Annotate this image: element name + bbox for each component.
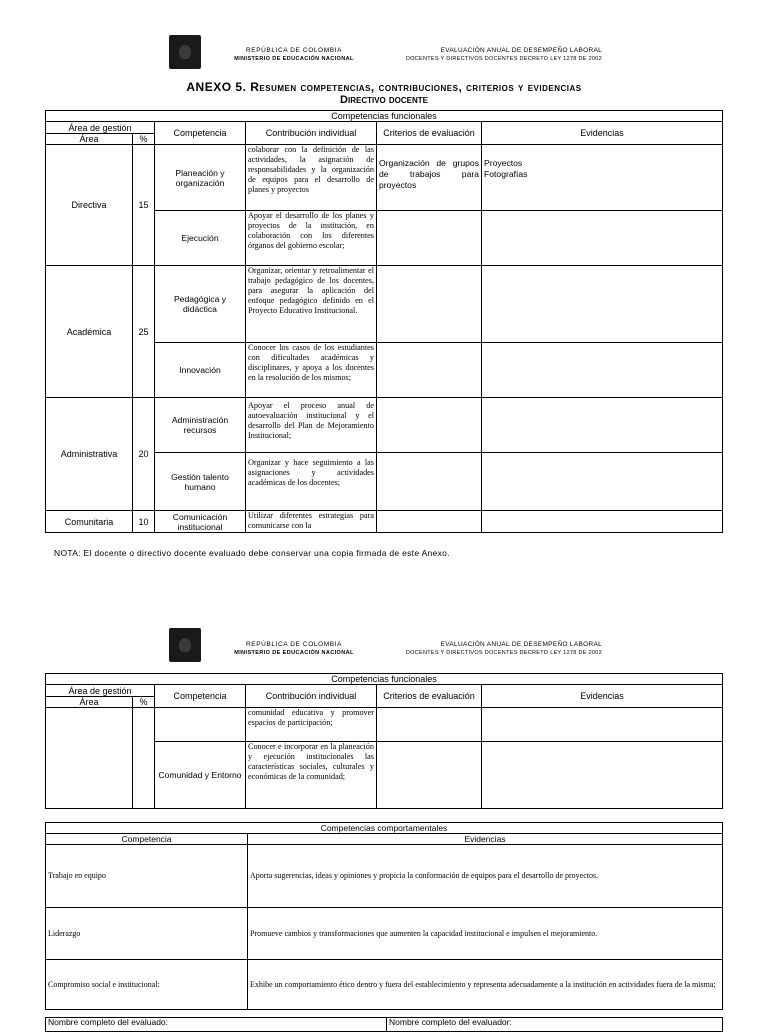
- contrib-planeacion: colaborar con la definición de las actividades, la asignación de responsabilidades y la organización de equipos para el desarrollo de planes y proyectos: [246, 145, 377, 211]
- header-right: [380, 47, 602, 63]
- header-left: [228, 47, 360, 63]
- header-contribucion: Contribución individual: [246, 122, 377, 145]
- contrib-comunidad: Conocer e incorporar en la planeación y ejecución institucionales las características sociales, culturales y económicas de la comunidad;: [246, 742, 377, 809]
- table-row: [46, 398, 723, 453]
- header-criterios: Criterios de evaluación: [377, 122, 482, 145]
- pct-administrativa: 20: [133, 398, 155, 511]
- area-directiva: Directiva: [46, 145, 133, 266]
- header-ministry: MINISTERIO DE EDUCACIÓN NACIONAL: [234, 650, 354, 656]
- header-competencia: Competencia: [155, 122, 246, 145]
- competencia-innovacion: Innovación: [155, 343, 246, 398]
- table-row: [46, 266, 723, 343]
- functional-competencies-table-cont: [45, 673, 723, 809]
- header-evidencias: Evidencias: [248, 834, 723, 845]
- evidencia-trabajo-equipo: Aporta sugerencias, ideas y opiniones y propicia la conformación de equipos para el desarrollo de proyectos.: [248, 845, 723, 908]
- header-ministry: MINISTERIO DE EDUCACIÓN NACIONAL: [234, 56, 354, 62]
- header-area: Área: [46, 134, 133, 145]
- header-pct: %: [133, 134, 155, 145]
- header-area: Área: [46, 697, 133, 708]
- contrib-innovacion: Conocer los casos de los estudiantes con dificultades académicas y disciplinares, y apoya a los docentes en la resolución de los mismos;: [246, 343, 377, 398]
- signature-table: [45, 1017, 723, 1032]
- table-row: [46, 908, 723, 960]
- header-eval-title: EVALUACIÓN ANUAL DE DESEMPEÑO LABORAL: [440, 47, 602, 54]
- contrib-comunicacion-cont: comunidad educativa y promover espacios de participación;: [246, 708, 377, 742]
- functional-competencies-table: [45, 110, 723, 533]
- table1-caption: Competencias funcionales: [46, 111, 723, 122]
- colombia-seal-logo: [169, 35, 201, 69]
- behavioral-competencies-table: [45, 822, 723, 1010]
- pct-academica: 25: [133, 266, 155, 398]
- evidencia-item: Proyectos: [484, 158, 523, 168]
- evidencia-item: Fotografías: [484, 169, 528, 179]
- header-left: [228, 641, 360, 657]
- table-row: [46, 960, 723, 1010]
- table1-caption: Competencias funcionales: [46, 674, 723, 685]
- table-row: [46, 708, 723, 742]
- contrib-admin-recursos: Apoyar el proceso anual de autoevaluación institucional y el desarrollo del Plan de Mejoramiento Institucional;: [246, 398, 377, 453]
- colombia-seal-logo: [169, 628, 201, 662]
- area-academica: Académica: [46, 266, 133, 398]
- header-area-group: Área de gestión: [46, 685, 155, 697]
- header-competencia: Competencia: [155, 685, 246, 708]
- criterio-planeacion: Organización de grupos de trabajos para proyectos: [377, 145, 482, 211]
- contrib-pedagogica: Organizar, orientar y retroalimentar el trabajo pedagógico de los docentes, para asegurar la aplicación del enfoque pedagógico definido en el Proyecto Educativo Institucional.: [246, 266, 377, 343]
- evidencia-compromiso: Exhibe un comportamiento ético dentro y fuera del establecimiento y representa adecuadamente a la institución en actividades fuera de la misma;: [248, 960, 723, 1010]
- competencia-pedagogica: Pedagógica y didáctica: [155, 266, 246, 343]
- evaluado-name-field: Nombre completo del evaluado:: [46, 1018, 387, 1032]
- evaluador-name-field: Nombre completo del evaluador:: [387, 1018, 723, 1032]
- page-subtitle: Directivo docente: [340, 94, 428, 106]
- evidencia-liderazgo: Promueve cambios y transformaciones que aumenten la capacidad institucional e impulsen el mejoramiento.: [248, 908, 723, 960]
- header-evidencias: Evidencias: [482, 122, 723, 145]
- area-comunitaria: Comunitaria: [46, 511, 133, 533]
- header-criterios: Criterios de evaluación: [377, 685, 482, 708]
- header-eval-sub: DOCENTES Y DIRECTIVOS DOCENTES DECRETO LEY 1278 DE 2002: [405, 650, 602, 656]
- header-area-group: Área de gestión: [46, 122, 155, 134]
- contrib-comunicacion: Utilizar diferentes estrategias para comunicarse con la: [246, 511, 377, 533]
- area-administrativa: Administrativa: [46, 398, 133, 511]
- contrib-talento: Organizar y hace seguimiento a las asignaciones y actividades académicas de los docentes;: [246, 453, 377, 511]
- table-row: [46, 145, 723, 211]
- competencia-admin-recursos: Administración recursos: [155, 398, 246, 453]
- competencia-liderazgo: Liderazgo: [46, 908, 248, 960]
- competencia-ejecucion: Ejecución: [155, 211, 246, 266]
- header-eval-sub: DOCENTES Y DIRECTIVOS DOCENTES DECRETO LEY 1278 DE 2002: [405, 56, 602, 62]
- header-right: [380, 641, 602, 657]
- competencia-planeacion: Planeación y organización: [155, 145, 246, 211]
- header-contribucion: Contribución individual: [246, 685, 377, 708]
- header-competencia: Competencia: [46, 834, 248, 845]
- table2-caption: Competencias comportamentales: [46, 823, 723, 834]
- note-text: NOTA: El docente o directivo docente evaluado debe conservar una copia firmada de este Anexo.: [54, 548, 450, 558]
- competencia-talento: Gestión talento humano: [155, 453, 246, 511]
- competencia-compromiso: Compromiso social e institucional:: [46, 960, 248, 1010]
- header-eval-title: EVALUACIÓN ANUAL DE DESEMPEÑO LABORAL: [440, 641, 602, 648]
- header-pct: %: [133, 697, 155, 708]
- contrib-ejecucion: Apoyar el desarrollo de los planes y proyectos de la institución, en colaboración con los diferentes órganos del gobierno escolar;: [246, 211, 377, 266]
- competencia-comunicacion: Comunicación institucional: [155, 511, 246, 533]
- table-row: [46, 845, 723, 908]
- header-country: REPÚBLICA DE COLOMBIA: [245, 47, 343, 54]
- pct-comunitaria: 10: [133, 511, 155, 533]
- pct-directiva: 15: [133, 145, 155, 266]
- competencia-comunidad: Comunidad y Entorno: [155, 742, 246, 809]
- header-evidencias: Evidencias: [482, 685, 723, 708]
- page-title: ANEXO 5. Resumen competencias, contribuciones, criterios y evidencias: [186, 80, 582, 94]
- competencia-trabajo-equipo: Trabajo en equipo: [46, 845, 248, 908]
- evidencia-planeacion: [482, 145, 723, 211]
- header-country: REPÚBLICA DE COLOMBIA: [245, 641, 343, 648]
- table-row: [46, 511, 723, 533]
